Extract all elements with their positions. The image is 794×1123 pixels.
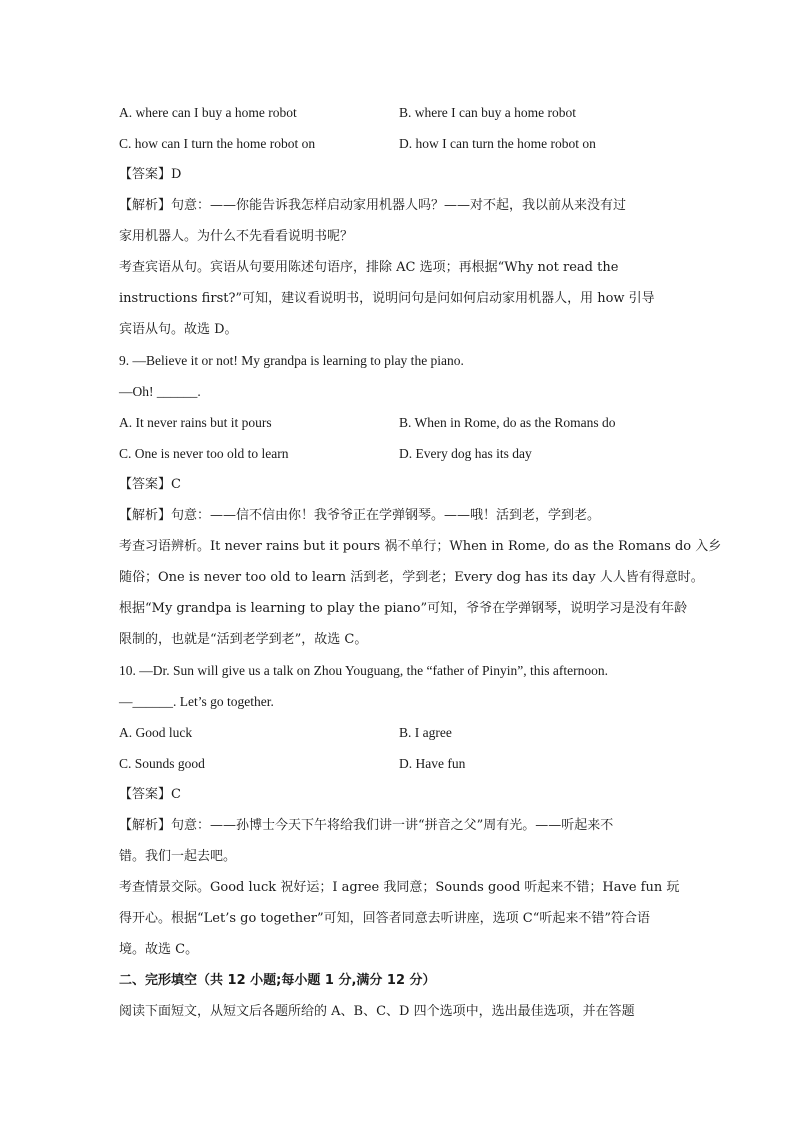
q10-answer: 【答案】C: [119, 787, 181, 802]
q9-options-row-2: [119, 443, 679, 474]
q9-analysis-line-4: 根据“My grandpa is learning to play the piano”可知，爷爷在学弹钢琴，说明学习是没有年龄: [119, 601, 688, 616]
q8-option-d: D. how I can turn the home robot on: [399, 136, 596, 151]
q8-option-a: A. where can I buy a home robot: [119, 105, 297, 120]
q8-analysis-line-3: 考查宾语从句。宾语从句要用陈述句语序，排除 AC 选项；再根据“Why not read the: [119, 260, 619, 275]
q8-option-c: C. how can I turn the home robot on: [119, 136, 316, 151]
q10-option-b: B. I agree: [399, 725, 452, 740]
q10-options-row-2: [119, 753, 679, 784]
q9-option-c: C. One is never too old to learn: [119, 446, 289, 461]
q9-stem: 9. —Believe it or not! My grandpa is learning to play the piano.: [119, 353, 464, 368]
q10-stem: 10. —Dr. Sun will give us a talk on Zhou Youguang, the “father of Pinyin”, this afternoon.: [119, 663, 608, 678]
section-2-instruction: 阅读下面短文，从短文后各题所给的 A、B、C、D 四个选项中，选出最佳选项，并在答题: [119, 1004, 635, 1019]
section-2-title: 二、完形填空（共 12 小题;每小题 1 分,满分 12 分）: [119, 973, 436, 988]
q9-analysis-line-5: 限制的，也就是“活到老学到老”，故选 C。: [119, 632, 368, 647]
q8-options-row-2: [119, 133, 679, 164]
q10-option-c: C. Sounds good: [119, 756, 205, 771]
q9-option-a: A. It never rains but it pours: [119, 415, 272, 430]
q10-analysis-line-1: 【解析】句意：——孙博士今天下午将给我们讲一讲“拼音之父”周有光。——听起来不: [119, 818, 614, 833]
q8-analysis-line-2: 家用机器人。为什么不先看看说明书呢？: [119, 229, 354, 244]
q9-analysis-line-1: 【解析】句意：——信不信由你！我爷爷正在学弹钢琴。——哦！活到老，学到老。: [119, 508, 601, 523]
q8-options-row-1: [119, 102, 679, 133]
q8-analysis-line-1: 【解析】句意：——你能告诉我怎样启动家用机器人吗？——对不起，我以前从来没有过: [119, 198, 627, 213]
q9-analysis-line-3: 随俗；One is never too old to learn 活到老，学到老；Every dog has its day 人人皆有得意时。: [119, 570, 704, 585]
q10-analysis: [119, 815, 679, 970]
q9-option-b: B. When in Rome, do as the Romans do: [399, 415, 616, 430]
document-page: [119, 102, 722, 1032]
q9-reply: —Oh! ______.: [119, 384, 201, 399]
q9-analysis-line-2: 考查习语辨析。It never rains but it pours 祸不单行；When in Rome, do as the Romans do 入乡: [119, 539, 722, 554]
q10-options-row-1: [119, 722, 679, 753]
q10-analysis-line-2: 错。我们一起去吧。: [119, 849, 237, 864]
q9-options-row-1: [119, 412, 679, 443]
q10-analysis-line-5: 境。故选 C。: [119, 942, 199, 957]
q10-reply: —______. Let’s go together.: [119, 694, 274, 709]
q10-analysis-line-3: 考查情景交际。Good luck 祝好运；I agree 我同意；Sounds good 听起来不错；Have fun 玩: [119, 880, 680, 895]
q9-analysis: [119, 505, 722, 660]
q8-option-b: B. where I can buy a home robot: [399, 105, 576, 120]
q10-option-a: A. Good luck: [119, 725, 193, 740]
q8-answer: 【答案】D: [119, 167, 182, 182]
q9-option-d: D. Every dog has its day: [399, 446, 532, 461]
q10-option-d: D. Have fun: [399, 756, 466, 771]
q9-answer: 【答案】C: [119, 477, 181, 492]
q8-analysis: [119, 195, 679, 350]
q8-analysis-line-4: instructions first?”可知，建议看说明书，说明问句是问如何启动家用机器人，用 how 引导: [119, 291, 655, 306]
q10-analysis-line-4: 得开心。根据“Let’s go together”可知，回答者同意去听讲座，选项 C“听起来不错”符合语: [119, 911, 651, 926]
q8-analysis-line-5: 宾语从句。故选 D。: [119, 322, 238, 337]
